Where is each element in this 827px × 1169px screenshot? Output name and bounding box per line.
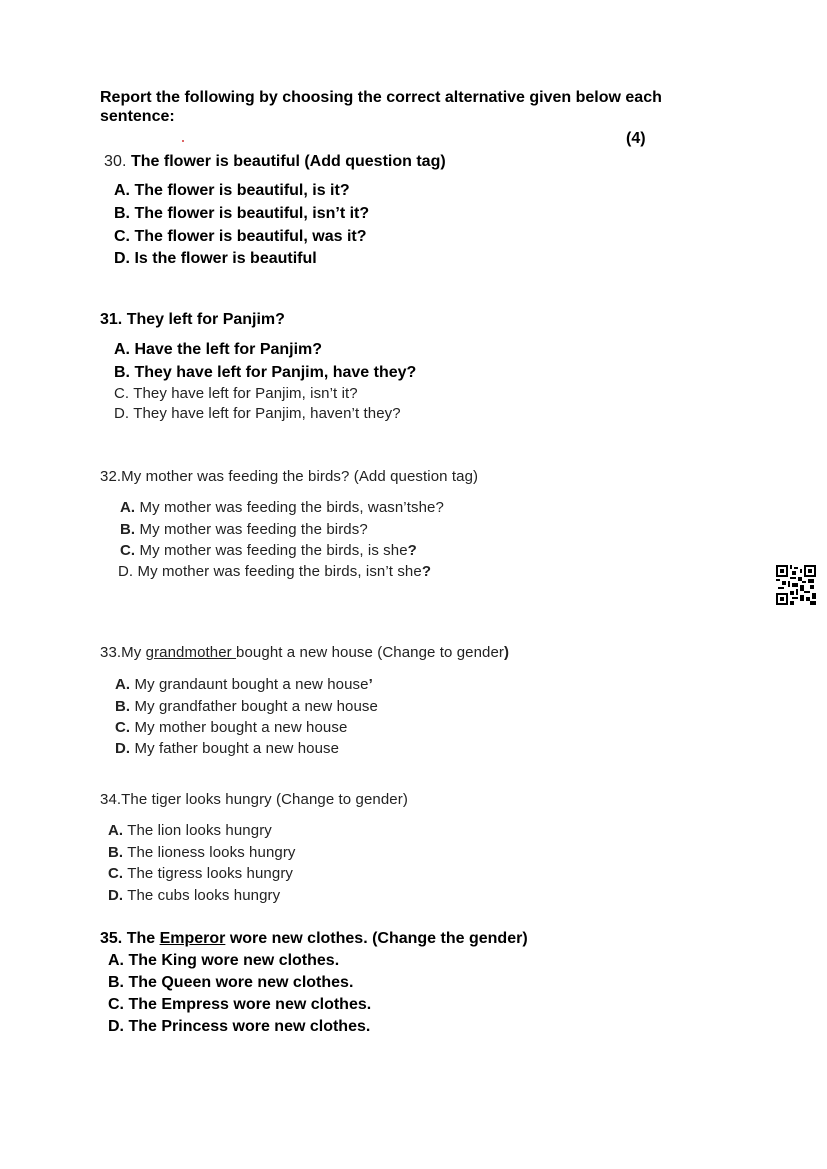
option-text: The flower is beautiful, is it? [134, 182, 350, 199]
option-text: Is the flower is beautiful [134, 250, 317, 267]
option-33-c[interactable] [115, 719, 347, 737]
option-32-c[interactable] [120, 542, 417, 560]
option-32-a[interactable] [120, 499, 444, 517]
option-text: My grandaunt bought a new house [134, 676, 369, 693]
question-32: 32.My mother was feeding the birds? (Add question tag) [100, 468, 479, 485]
instruction-text: Report the following by choosing the correct alternative given below each sentence: [100, 89, 662, 125]
option-text: The lion looks hungry [127, 822, 272, 839]
option-letter: D. [118, 563, 134, 580]
underlined-word: Emperor [159, 930, 226, 947]
option-text: They have left for Panjim, isn’t it? [133, 385, 358, 402]
option-35-b[interactable] [108, 973, 353, 992]
option-34-d[interactable] [108, 887, 280, 905]
question-rest: bought a new house (Change to gender [236, 644, 505, 661]
option-34-a[interactable] [108, 822, 272, 840]
option-text: The flower is beautiful, isn’t it? [134, 205, 370, 222]
option-text: My mother was feeding the birds, isn’t she [137, 563, 422, 580]
question-end-mark: ) [504, 644, 510, 661]
question-stem: The flower is beautiful (Add question tag) [131, 153, 446, 170]
qr-code-icon [776, 565, 816, 605]
option-text: They have left for Panjim, haven’t they? [133, 405, 401, 422]
question-31: 31. They left for Panjim? [100, 311, 285, 328]
option-text: My mother was feeding the birds, is she [139, 542, 408, 559]
option-text: The flower is beautiful, was it? [134, 228, 367, 245]
option-31-b[interactable] [114, 363, 416, 382]
option-text: The lioness looks hungry [127, 844, 296, 861]
option-letter: B. [115, 698, 131, 715]
option-letter: A. [114, 341, 130, 358]
option-letter: D. [115, 740, 131, 757]
option-text: My mother was feeding the birds, wasn’tshe? [139, 499, 444, 516]
option-30-c[interactable] [114, 227, 366, 246]
option-text: Have the left for Panjim? [134, 341, 323, 358]
option-34-b[interactable] [108, 844, 296, 862]
option-32-b[interactable] [120, 521, 368, 539]
option-letter: C. [120, 542, 136, 559]
option-text: My grandfather bought a new house [134, 698, 378, 715]
option-33-b[interactable] [115, 698, 378, 716]
option-text: The tigress looks hungry [127, 865, 294, 882]
option-30-b[interactable] [114, 204, 369, 223]
option-30-a[interactable] [114, 181, 350, 200]
marks-label: (4) [626, 130, 646, 147]
question-rest: wore new clothes. (Change the gender) [225, 930, 528, 947]
option-letter: C. [114, 228, 130, 245]
option-text: My father bought a new house [134, 740, 340, 757]
question-prefix: 35. The [100, 930, 160, 947]
option-text: The Queen wore new clothes. [128, 974, 354, 991]
option-31-d[interactable] [114, 405, 401, 423]
option-letter: B. [108, 974, 124, 991]
option-31-a[interactable] [114, 340, 322, 359]
option-text: The Princess wore new clothes. [128, 1018, 371, 1035]
option-letter: C. [114, 385, 130, 402]
option-33-d[interactable] [115, 740, 339, 758]
option-letter: D. [114, 405, 130, 422]
option-end-mark: ’ [368, 676, 373, 693]
option-text: The cubs looks hungry [127, 887, 281, 904]
option-text: The King wore new clothes. [128, 952, 340, 969]
option-letter: A. [115, 676, 131, 693]
option-31-c[interactable] [114, 385, 358, 403]
option-text: The Empress wore new clothes. [128, 996, 372, 1013]
option-letter: D. [108, 887, 124, 904]
option-34-c[interactable] [108, 865, 293, 883]
option-letter: B. [114, 364, 130, 381]
question-34: 34.The tiger looks hungry (Change to gender) [100, 791, 408, 808]
option-32-d[interactable] [118, 563, 431, 581]
option-end-mark: ? [407, 542, 417, 559]
question-30 [104, 152, 446, 171]
option-letter: B. [114, 205, 130, 222]
option-35-c[interactable] [108, 995, 371, 1014]
question-prefix: 33.My [100, 644, 146, 661]
option-letter: A. [114, 182, 130, 199]
question-number: 30. [104, 153, 127, 170]
option-letter: C. [108, 996, 124, 1013]
option-letter: A. [108, 822, 124, 839]
option-letter: C. [108, 865, 124, 882]
option-letter: A. [120, 499, 136, 516]
option-letter: D. [114, 250, 130, 267]
option-letter: D. [108, 1018, 124, 1035]
option-35-a[interactable] [108, 951, 339, 970]
option-30-d[interactable] [114, 249, 317, 268]
option-letter: C. [115, 719, 131, 736]
option-text: They have left for Panjim, have they? [134, 364, 417, 381]
question-35 [100, 929, 528, 948]
underlined-word: grandmother [145, 644, 237, 661]
option-letter: B. [120, 521, 136, 538]
option-text: My mother bought a new house [134, 719, 348, 736]
question-33 [100, 644, 509, 662]
stray-mark [182, 140, 184, 142]
option-33-a[interactable] [115, 676, 373, 694]
option-letter: A. [108, 952, 124, 969]
option-35-d[interactable] [108, 1017, 370, 1036]
option-end-mark: ? [421, 563, 432, 580]
option-letter: B. [108, 844, 124, 861]
option-text: My mother was feeding the birds? [139, 521, 368, 538]
